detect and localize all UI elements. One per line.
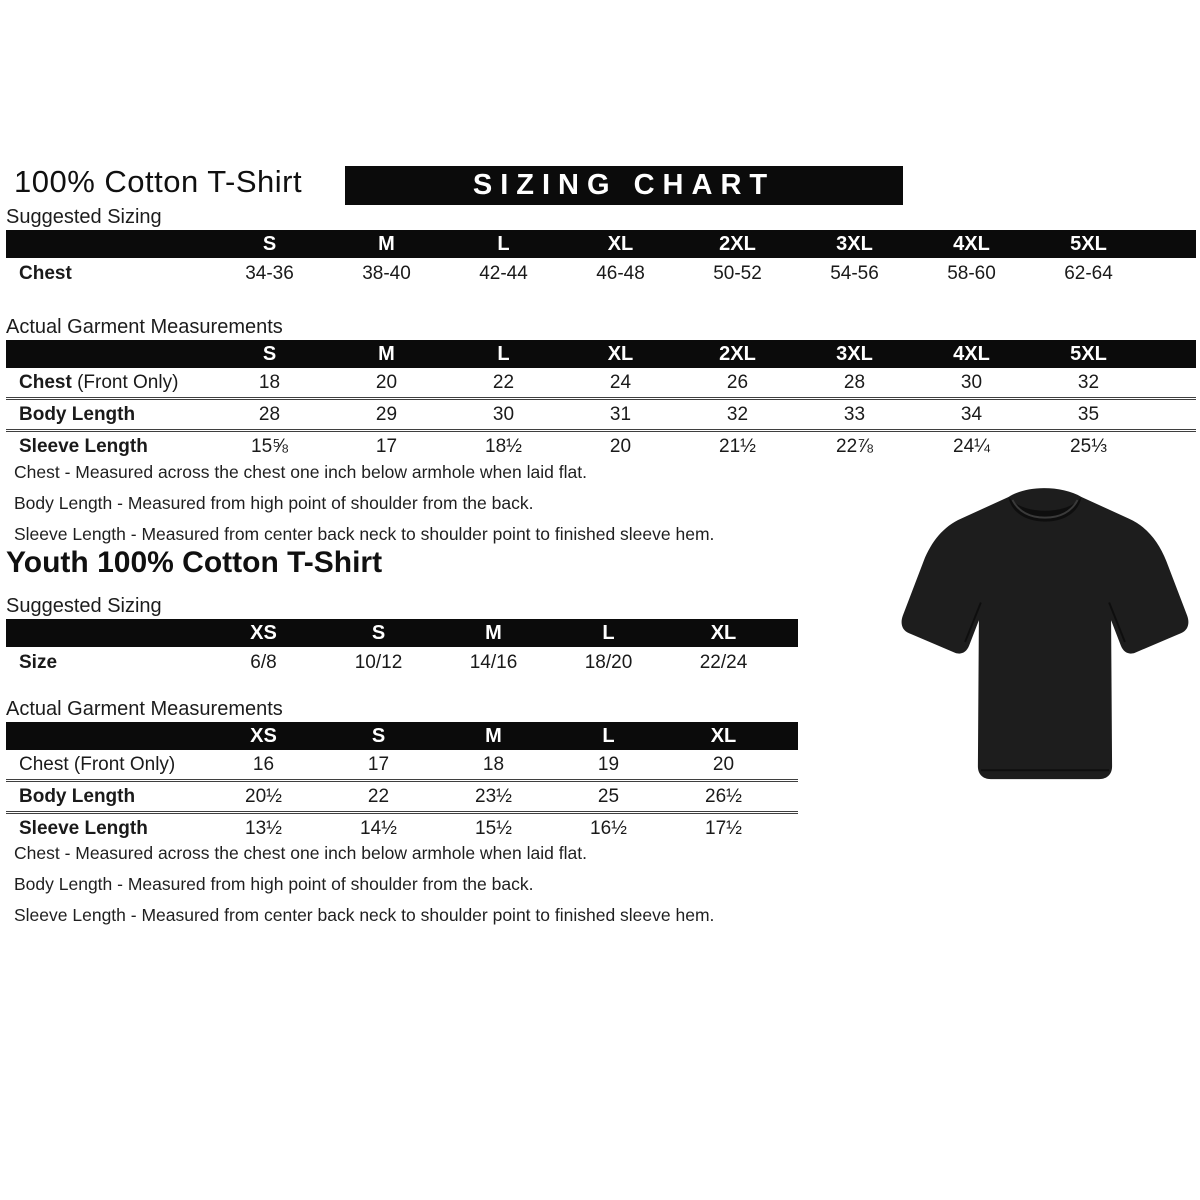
adult-suggested-sizing-table <box>6 230 1196 290</box>
column-header: XS <box>250 724 277 747</box>
adult-actual-measurements-table <box>6 340 1196 461</box>
column-header: S <box>371 724 386 747</box>
column-header: S <box>262 342 277 365</box>
table-cell: 30 <box>960 371 983 393</box>
column-header: S <box>262 232 277 255</box>
column-header: 5XL <box>1070 232 1107 255</box>
table-cell: 30 <box>492 403 515 425</box>
table-cell: 34-36 <box>245 263 294 284</box>
table-cell: 22 <box>492 371 515 393</box>
youth-section-title: Youth 100% Cotton T-Shirt <box>6 546 383 579</box>
column-header: 2XL <box>719 232 756 255</box>
table-cell: 42-44 <box>479 263 528 284</box>
column-header: XL <box>710 724 737 747</box>
table-row <box>6 258 1196 290</box>
column-header: 4XL <box>953 342 990 365</box>
table-cell: 10/12 <box>354 652 403 673</box>
column-header: XL <box>607 342 634 365</box>
column-header: M <box>485 724 502 747</box>
column-header: M <box>378 232 395 255</box>
column-header: 3XL <box>836 232 873 255</box>
table-cell: 28 <box>843 371 866 393</box>
column-header: 5XL <box>1070 342 1107 365</box>
note-line: Sleeve Length - Measured from center back neck to shoulder point to finished sleeve hem. <box>14 524 715 544</box>
adult-measurement-notes <box>14 463 834 556</box>
adult-suggested-sizing-label: Suggested Sizing <box>6 206 162 228</box>
table-header-row <box>6 722 798 750</box>
column-header: XL <box>607 232 634 255</box>
row-label: Body Length <box>19 403 136 425</box>
table-cell: 18 <box>482 753 505 775</box>
table-cell: 17½ <box>705 817 742 839</box>
tshirt-image <box>896 474 1192 808</box>
table-cell: 20 <box>375 371 398 393</box>
note-line: Chest - Measured across the chest one inch below armhole when laid flat. <box>14 462 587 482</box>
note-line: Chest - Measured across the chest one inch below armhole when laid flat. <box>14 843 587 863</box>
youth-suggested-sizing-label: Suggested Sizing <box>6 595 162 617</box>
table-cell: 20½ <box>245 785 282 807</box>
table-cell: 6/8 <box>250 652 277 673</box>
youth-actual-measurements-label: Actual Garment Measurements <box>6 698 283 720</box>
table-cell: 20 <box>712 753 735 775</box>
column-header: L <box>602 621 615 644</box>
column-header: XS <box>250 621 277 644</box>
table-row <box>6 750 798 779</box>
table-cell: 14½ <box>360 817 397 839</box>
column-header: 3XL <box>836 342 873 365</box>
table-cell: 46-48 <box>596 263 645 284</box>
table-header-row <box>6 340 1196 368</box>
column-header: XL <box>710 621 737 644</box>
row-label: Size <box>19 652 58 673</box>
adult-actual-measurements-label: Actual Garment Measurements <box>6 316 283 338</box>
table-cell: 16 <box>252 753 275 775</box>
youth-suggested-sizing-table <box>6 619 798 679</box>
table-row <box>6 368 1196 397</box>
column-header: S <box>371 621 386 644</box>
table-row <box>6 397 1196 429</box>
table-cell: 25⅓ <box>1070 435 1107 457</box>
table-cell: 18/20 <box>584 652 633 673</box>
row-label: Sleeve Length <box>19 435 148 457</box>
table-cell: 18½ <box>485 435 522 457</box>
table-cell: 22/24 <box>699 652 748 673</box>
column-header: M <box>485 621 502 644</box>
table-cell: 17 <box>367 753 390 775</box>
column-header: L <box>497 232 510 255</box>
table-cell: 24 <box>609 371 632 393</box>
table-cell: 24¼ <box>953 435 990 457</box>
note-line: Body Length - Measured from high point of shoulder from the back. <box>14 493 534 513</box>
table-cell: 38-40 <box>362 263 411 284</box>
page-title: 100% Cotton T-Shirt <box>14 164 303 199</box>
table-cell: 32 <box>726 403 749 425</box>
table-cell: 25 <box>597 785 620 807</box>
table-cell: 17 <box>375 435 398 457</box>
table-cell: 50-52 <box>713 263 762 284</box>
table-cell: 15½ <box>475 817 512 839</box>
table-cell: 26½ <box>705 785 742 807</box>
table-cell: 21½ <box>719 435 756 457</box>
table-cell: 15⅝ <box>251 435 288 457</box>
tshirt-body <box>902 488 1189 779</box>
table-cell: 22⅞ <box>836 435 873 457</box>
sizing-chart-banner: SIZING CHART <box>345 166 903 205</box>
note-line: Body Length - Measured from high point of shoulder from the back. <box>14 874 534 894</box>
table-header-row <box>6 619 798 647</box>
youth-measurement-notes <box>14 844 834 937</box>
column-header: L <box>497 342 510 365</box>
table-header-row <box>6 230 1196 258</box>
table-cell: 22 <box>367 785 390 807</box>
table-cell: 23½ <box>475 785 512 807</box>
row-label: Sleeve Length <box>19 817 148 839</box>
row-label: Chest (Front Only) <box>19 753 176 775</box>
column-header: 4XL <box>953 232 990 255</box>
table-cell: 31 <box>609 403 632 425</box>
table-cell: 34 <box>960 403 983 425</box>
table-cell: 14/16 <box>469 652 518 673</box>
table-cell: 62-64 <box>1064 263 1113 284</box>
table-cell: 13½ <box>245 817 282 839</box>
row-label: Chest (Front Only) <box>19 371 179 393</box>
table-row <box>6 429 1196 461</box>
table-cell: 26 <box>726 371 749 393</box>
column-header: L <box>602 724 615 747</box>
table-cell: 18 <box>258 371 281 393</box>
table-cell: 16½ <box>590 817 627 839</box>
tshirt-svg <box>896 474 1192 808</box>
column-header: 2XL <box>719 342 756 365</box>
row-label: Body Length <box>19 785 136 807</box>
table-cell: 54-56 <box>830 263 879 284</box>
table-cell: 33 <box>843 403 866 425</box>
table-cell: 19 <box>597 753 620 775</box>
table-cell: 58-60 <box>947 263 996 284</box>
table-row <box>6 779 798 811</box>
table-cell: 35 <box>1077 403 1100 425</box>
table-row <box>6 811 798 843</box>
table-row <box>6 647 798 679</box>
row-label: Chest <box>19 263 72 284</box>
note-line: Sleeve Length - Measured from center back neck to shoulder point to finished sleeve hem. <box>14 905 715 925</box>
column-header: M <box>378 342 395 365</box>
table-cell: 32 <box>1077 371 1100 393</box>
youth-actual-measurements-table <box>6 722 798 843</box>
table-cell: 28 <box>258 403 281 425</box>
table-cell: 20 <box>609 435 632 457</box>
table-cell: 29 <box>375 403 398 425</box>
